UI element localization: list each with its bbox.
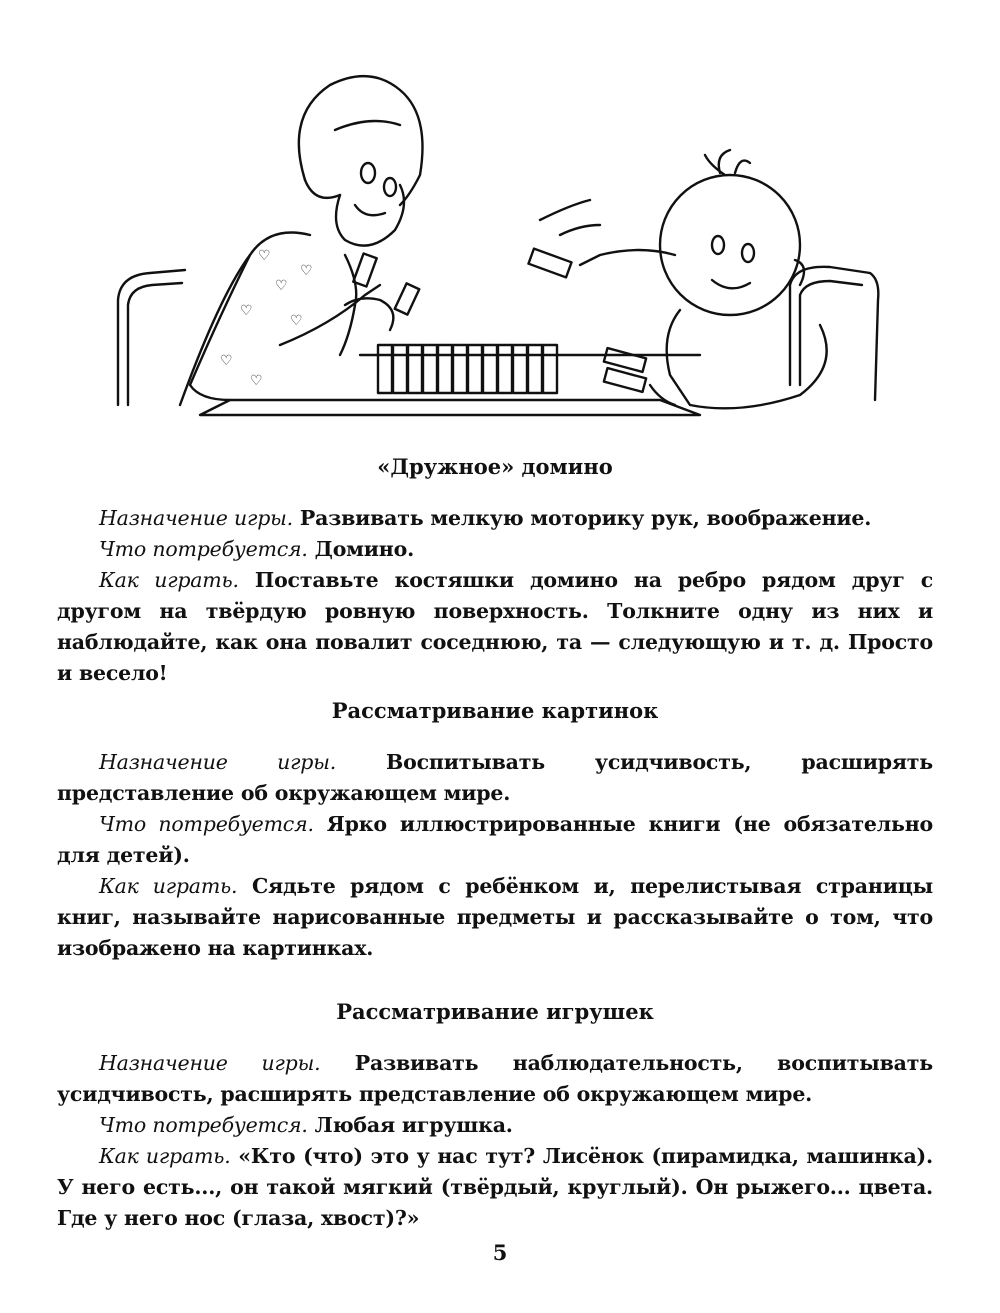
svg-text:♡: ♡ [220, 353, 233, 369]
requirements-label: Что потребуется. [99, 812, 314, 836]
page-number: 5 [492, 1240, 508, 1265]
requirements-text: Домино. [307, 537, 414, 561]
requirements-label: Что потребуется. [99, 1113, 308, 1137]
requirements-text: Любая игрушка. [307, 1113, 513, 1137]
purpose-text: Воспитывать усидчивость, расширять представление об окружающем мире. [57, 750, 933, 805]
purpose-label: Назначение игры. [99, 750, 337, 774]
how-to-play-paragraph [57, 871, 933, 964]
illustration-mother-baby-dominoes [100, 55, 900, 435]
purpose-paragraph [57, 747, 933, 809]
how-to-play-text: Сядьте рядом с ребёнком и, перелистывая страницы книг, называйте нарисованные предметы и рассказывайте о том, что изображено на картинках. [57, 874, 933, 960]
section-title: Рассматривание картинок [331, 698, 659, 723]
baby-head [660, 175, 800, 315]
svg-text:♡: ♡ [275, 278, 288, 294]
baby-body [667, 310, 827, 408]
purpose-paragraph [57, 1048, 933, 1110]
requirements-label: Что потребуется. [99, 537, 308, 561]
purpose-label: Назначение игры. [99, 506, 293, 530]
how-to-play-label: Как играть. [99, 874, 238, 898]
requirements-text: Ярко иллюстрированные книги (не обязательно для детей). [57, 812, 933, 867]
section-title: «Дружное» домино [377, 454, 613, 479]
how-to-play-paragraph [57, 1141, 933, 1234]
mother-hair [299, 76, 423, 205]
right-chair [790, 267, 878, 400]
purpose-text: Развивать мелкую моторику рук, воображение. [292, 506, 872, 530]
table [200, 400, 700, 415]
svg-text:♡: ♡ [300, 263, 313, 279]
purpose-text: Развивать наблюдательность, воспитывать усидчивость, расширять представление об окружающем мире. [57, 1051, 933, 1106]
domino-row [378, 345, 557, 393]
requirements-paragraph [57, 809, 933, 871]
section-domino-game [57, 453, 933, 689]
section-title: Рассматривание игрушек [336, 999, 654, 1024]
how-to-play-paragraph [57, 565, 933, 689]
how-to-play-label: Как играть. [99, 568, 239, 592]
svg-text:♡: ♡ [258, 248, 271, 264]
requirements-paragraph [57, 534, 933, 565]
section-looking-at-pictures [57, 697, 933, 964]
section-looking-at-toys [57, 998, 933, 1234]
requirements-paragraph [57, 1110, 933, 1141]
svg-text:♡: ♡ [250, 373, 263, 389]
svg-text:♡: ♡ [240, 303, 253, 319]
how-to-play-text: «Кто (что) это у нас тут? Лисёнок (пирамидка, машинка). У него есть..., он такой мягкий (твёрдый, круглый). Он рыжего... цвета. Где у него нос (глаза, хвост)?» [57, 1144, 933, 1230]
how-to-play-label: Как играть. [99, 1144, 231, 1168]
purpose-label: Назначение игры. [99, 1051, 321, 1075]
svg-text:♡: ♡ [290, 313, 303, 329]
purpose-paragraph [57, 503, 933, 534]
how-to-play-text: Поставьте костяшки домино на ребро рядом друг с другом на твёрдую ровную поверхность. Толкните одну из них и наблюдайте, как она повалит соседнюю, та — следующую и т. д. Просто и весело! [57, 568, 933, 685]
